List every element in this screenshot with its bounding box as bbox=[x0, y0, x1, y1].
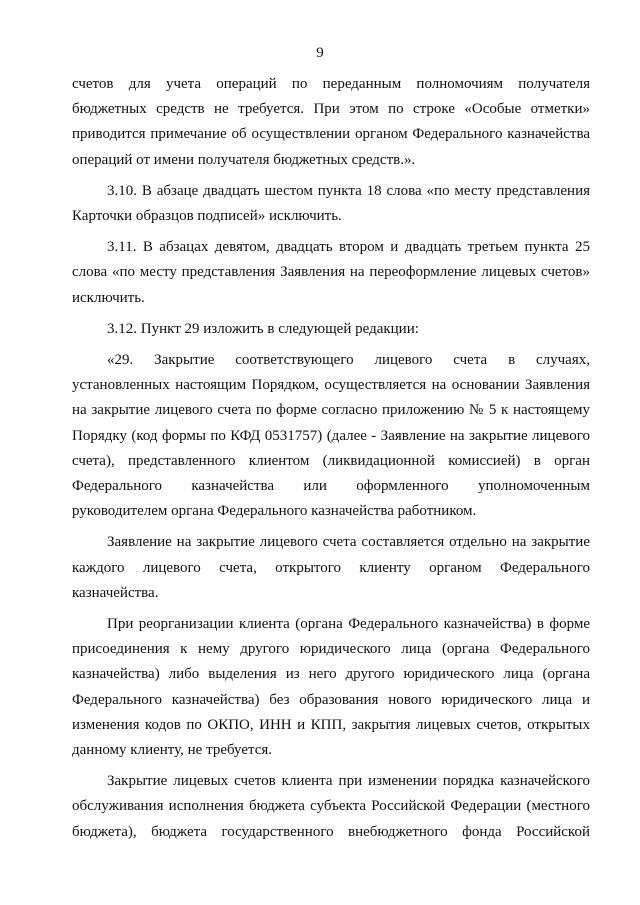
text-line: Заявление на закрытие лицевого счета составляется отдельно на закрытие bbox=[107, 534, 590, 551]
paragraph bbox=[72, 348, 590, 524]
text-line: счета), представленного клиентом (ликвидационной комиссией) в орган bbox=[72, 452, 590, 469]
text-line: установленных настоящим Порядком, осуществляется на основании Заявления bbox=[72, 377, 590, 394]
paragraph bbox=[72, 72, 590, 173]
text-line: изменения кодов по ОКПО, ИНН и КПП, закрытия лицевых счетов, открытых bbox=[72, 716, 590, 733]
text-line: руководителем органа Федерального казначейства работником. bbox=[72, 503, 477, 520]
text-line: присоединения к нему другого юридического лица (органа Федерального bbox=[72, 641, 590, 658]
paragraph bbox=[72, 530, 590, 606]
text-line: Порядку (код формы по КФД 0531757) (далее - Заявление на закрытие лицевого bbox=[72, 427, 590, 444]
text-line: Закрытие лицевых счетов клиента при изменении порядка казначейского bbox=[107, 773, 590, 790]
text-line: счетов для учета операций по переданным полномочиям получателя bbox=[72, 76, 590, 92]
text-line: приводится примечание об осуществлении органом Федерального казначейства bbox=[72, 126, 590, 143]
paragraph bbox=[72, 317, 590, 342]
text-line: слова «по месту представления Заявления на переоформление лицевых счетов» bbox=[72, 264, 590, 281]
paragraph bbox=[72, 179, 590, 229]
text-line: Федерального казначейства) без образования нового юридического лица и bbox=[72, 691, 590, 708]
text-line: казначейства) либо выделения из него другого юридического лица (органа bbox=[72, 666, 590, 683]
paragraph bbox=[72, 769, 590, 845]
text-line: исключить. bbox=[72, 289, 145, 306]
text-line: бюджетных средств не требуется. При этом по строке «Особые отметки» bbox=[72, 101, 590, 118]
paragraph bbox=[72, 235, 590, 311]
text-line: каждого лицевого счета, открытого клиенту органом Федерального bbox=[72, 559, 590, 576]
text-line: 3.12. Пункт 29 изложить в следующей редакции: bbox=[107, 320, 419, 337]
text-line: 3.11. В абзацах девятом, двадцать втором и двадцать третьем пункта 25 bbox=[107, 239, 590, 256]
text-line: При реорганизации клиента (органа Федерального казначейства) в форме bbox=[107, 616, 590, 633]
text-line: данному клиенту, не требуется. bbox=[72, 742, 273, 759]
page-number: 9 bbox=[316, 45, 324, 61]
document-body bbox=[72, 72, 590, 851]
text-line: Федерального казначейства или оформленного уполномоченным bbox=[72, 478, 590, 495]
text-line: казначейства. bbox=[72, 584, 159, 601]
text-line: 3.10. В абзаце двадцать шестом пункта 18 слова «по месту представления bbox=[107, 182, 590, 199]
text-line: обслуживания исполнения бюджета субъекта Российской Федерации (местного bbox=[72, 798, 590, 815]
text-line: бюджета), бюджета государственного внебюджетного фонда Российской bbox=[72, 823, 590, 840]
text-line: «29. Закрытие соответствующего лицевого счета в случаях, bbox=[107, 352, 590, 369]
text-line: Карточки образцов подписей» исключить. bbox=[72, 208, 342, 225]
text-line: на закрытие лицевого счета по форме согласно приложению № 5 к настоящему bbox=[72, 402, 590, 419]
paragraph bbox=[72, 612, 590, 763]
text-line: операций от имени получателя бюджетных средств.». bbox=[72, 151, 416, 168]
